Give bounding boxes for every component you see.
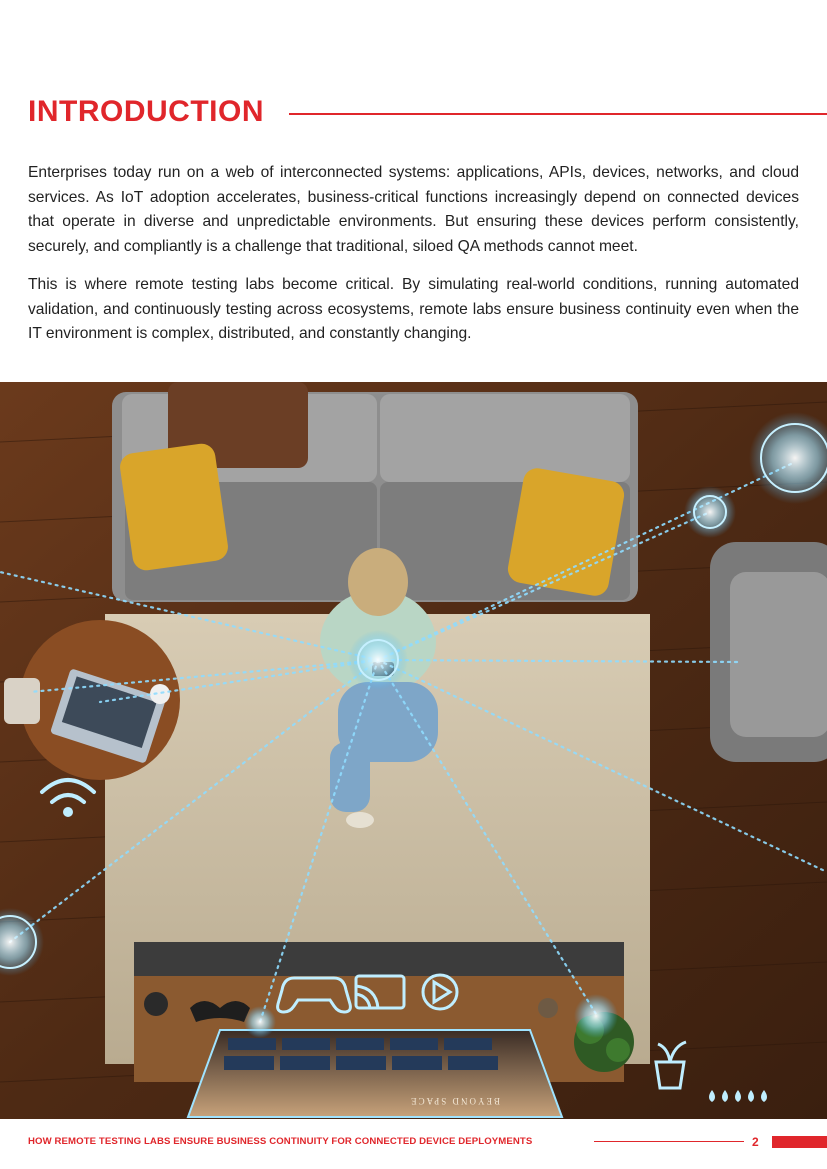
intro-paragraph-2: This is where remote testing labs become critical. By simulating real-world conditions, running automated validation, and continuously testing across ecosystems, remote labs ensure business continuity even when the IT environment is complex, distributed, and constantly changing. <box>28 276 799 342</box>
connected-home-illustration <box>0 382 827 1119</box>
tv-screen <box>188 1030 562 1117</box>
footer-title: HOW REMOTE TESTING LABS ENSURE BUSINESS CONTINUITY FOR CONNECTED DEVICE DEPLOYMENTS <box>28 1136 533 1147</box>
page-number: 2 <box>752 1135 759 1149</box>
footer-rule <box>594 1141 744 1142</box>
section-heading: INTRODUCTION <box>28 95 264 128</box>
tv-screen-text: BEYOND SPACE <box>409 1096 500 1106</box>
footer-accent-tab <box>772 1136 827 1148</box>
intro-paragraph-1: Enterprises today run on a web of interconnected systems: applications, APIs, devices, networks, and cloud services. As IoT adoption accelerates, business-critical functions increasingly depend on connected devices that operate in diverse and unpredictable environments. But ensuring these devices perform consistently, securely, and compliantly is a challenge that traditional, siloed QA methods cannot meet. <box>28 164 799 255</box>
heading-rule <box>289 113 827 115</box>
armchair <box>710 542 827 762</box>
